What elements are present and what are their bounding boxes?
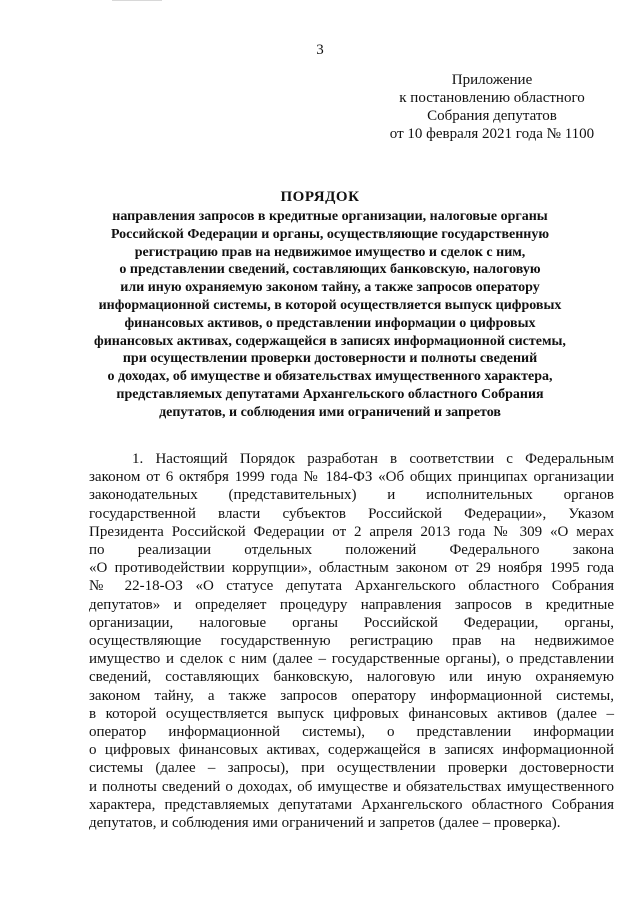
subtitle-line: при осуществлении проверки достоверности и полноты сведений <box>122 351 538 367</box>
paragraph-line: системы (далее – запросы), при осуществлении проверки достоверности <box>89 760 614 777</box>
subtitle-line: о представлении сведений, составляющих банковскую, налоговую <box>119 262 541 278</box>
subtitle-line: или иную охраняемую законом тайну, а также запросов оператору <box>120 280 540 296</box>
paragraph-line: законодательных (представительных) и исполнительных органов <box>89 487 614 504</box>
paragraph-line: депутатов» и определяет процедуру направления запросов в кредитные <box>89 596 614 613</box>
paragraph-line: по реализации отдельных положений Федерального закона <box>89 542 614 559</box>
subtitle-line: информационной системы, в которой осуществляется выпуск цифровых <box>98 297 562 313</box>
paragraph-1 <box>89 450 614 832</box>
document-title: ПОРЯДОК <box>280 189 360 205</box>
paragraph-line: организации, налоговые органы Российской Федерации, органы, <box>89 614 614 631</box>
subtitle-line: регистрацию прав на недвижимое имущество и сделок с ним, <box>134 244 526 260</box>
paragraph-line: № 22-18-ОЗ «О статусе депутата Архангельского областного Собрания <box>89 578 614 595</box>
subtitle-line: направления запросов в кредитные организации, налоговые органы <box>112 209 548 224</box>
paragraph-line: и полноты сведений о доходах, об имуществе и обязательствах имущественного <box>89 778 614 795</box>
page-number: 3 <box>316 42 324 58</box>
paragraph-line: Президента Российской Федерации от 2 апреля 2013 года № 309 «О мерах <box>89 523 614 540</box>
paragraph-line: государственной власти субъектов Российской Федерации», Указом <box>89 505 614 522</box>
subtitle-line: Российской Федерации и органы, осуществляющие государственную <box>110 226 550 242</box>
subtitle-line: о доходах, об имуществе и обязательствах имущественного характера, <box>107 369 553 385</box>
paragraph-line: в которой осуществляется выпуск цифровых финансовых активов (далее – <box>89 705 614 722</box>
paragraph-line: депутатов, и соблюдения ими ограничений и запретов (далее – проверка). <box>89 815 561 832</box>
paragraph-line: осуществляющие государственную регистрацию прав на недвижимое <box>89 633 614 650</box>
appendix-line: к постановлению областного <box>399 90 585 106</box>
paragraph-line: 1. Настоящий Порядок разработан в соответствии с Федеральным <box>132 451 614 467</box>
paragraph-line: оператор информационной системы), о представлении информации <box>89 724 614 741</box>
paragraph-line: имущество и сделок с ним (далее – государственные органы), о представлении <box>89 651 614 668</box>
paragraph-line: законом от 6 октября 1999 года № 184-ФЗ «Об общих принципах организации <box>89 469 614 486</box>
subtitle-line: финансовых активах, содержащейся в записях информационной системы, <box>94 333 566 349</box>
paragraph-line: сведений, составляющих банковскую, налоговую или иную охраняемую <box>89 669 614 686</box>
paragraph-line: о цифровых финансовых активах, содержащейся в записях информационной <box>89 742 614 759</box>
appendix-line: Собрания депутатов <box>427 108 557 124</box>
appendix-line: Приложение <box>451 72 533 88</box>
appendix-block <box>372 71 612 143</box>
subtitle-line: представляемых депутатами Архангельского областного Собрания <box>116 386 544 402</box>
subtitle-line: депутатов, и соблюдения ими ограничений и запретов <box>159 404 501 420</box>
subtitle-line: финансовых активов, о представлении информации о цифровых <box>124 315 536 331</box>
paragraph-line: характера, представляемых депутатами Архангельского областного Собрания <box>89 796 614 813</box>
appendix-line: от 10 февраля 2021 года № 1100 <box>389 126 595 142</box>
paragraph-line: «О противодействии коррупции», областным законом от 29 ноября 1995 года <box>89 560 614 577</box>
document-subtitle <box>60 208 600 422</box>
scan-edge-mark <box>112 0 162 1</box>
paragraph-line: законом тайну, а также запросов оператору информационной системы, <box>89 687 614 704</box>
